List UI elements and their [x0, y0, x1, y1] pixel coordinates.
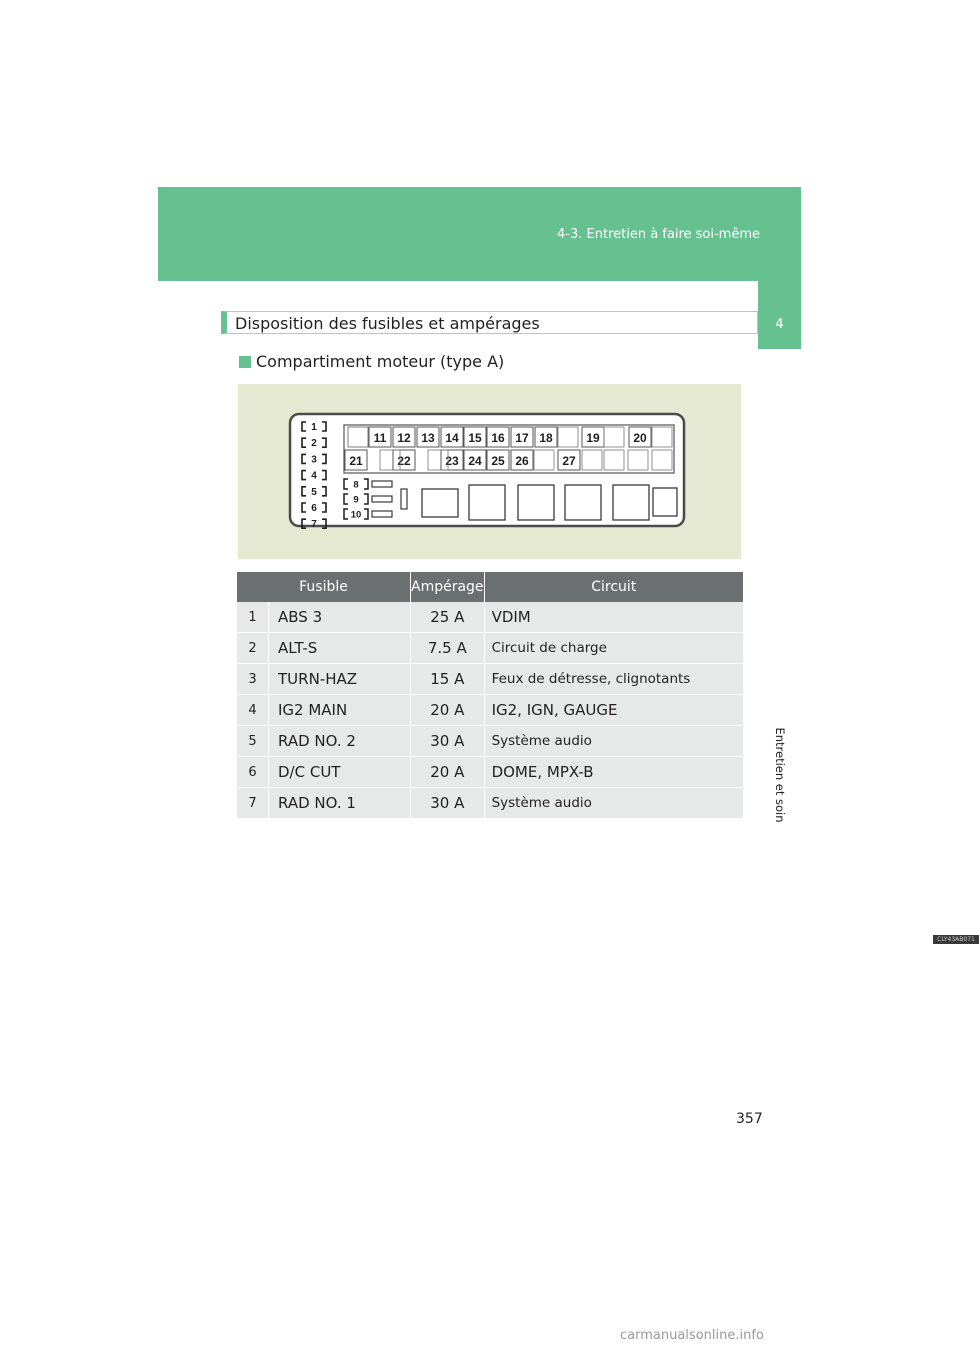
section-title: Disposition des fusibles et ampérages — [235, 314, 540, 333]
fuse-circuit: Circuit de charge — [484, 633, 743, 664]
fuse-amperage: 7.5 A — [411, 633, 485, 664]
fuse-amperage: 15 A — [411, 664, 485, 695]
fuse-box-illustration — [238, 384, 741, 559]
fuse-name: ABS 3 — [269, 602, 411, 633]
fuse-amperage: 30 A — [411, 726, 485, 757]
table-row — [237, 757, 743, 788]
fuse-name: RAD NO. 1 — [269, 788, 411, 819]
fuse-label: 20 — [633, 431, 647, 445]
chapter-label — [771, 720, 789, 830]
section-title-box — [221, 311, 758, 334]
fuse-label: 22 — [397, 454, 411, 468]
fuse-circuit: Système audio — [484, 726, 743, 757]
header-fuse: Fusible — [237, 572, 411, 602]
fuse-number: 4 — [237, 695, 269, 726]
fuse-label: 23 — [445, 454, 459, 468]
chapter-number: 4 — [775, 317, 784, 332]
fuse-label: 13 — [421, 431, 435, 445]
fuse-label: 11 — [373, 431, 387, 445]
table-row — [237, 726, 743, 757]
fuse-amperage: 20 A — [411, 757, 485, 788]
fuse-circuit: VDIM — [484, 602, 743, 633]
fuse-circuit: DOME, MPX-B — [484, 757, 743, 788]
fuse-circuit: Feux de détresse, clignotants — [484, 664, 743, 695]
fuse-table — [237, 572, 743, 819]
fuse-label: 7 — [311, 519, 317, 531]
fuse-label: 4 — [311, 470, 317, 482]
fuse-number: 5 — [237, 726, 269, 757]
fuse-label: 5 — [311, 486, 317, 498]
fuse-label: 6 — [311, 503, 317, 514]
fuse-name: IG2 MAIN — [269, 695, 411, 726]
square-bullet-icon — [239, 356, 251, 368]
header-band — [158, 187, 801, 281]
fuse-circuit: IG2, IGN, GAUGE — [484, 695, 743, 726]
subsection-heading — [239, 352, 504, 371]
fuse-name: TURN-HAZ — [269, 664, 411, 695]
fuse-amperage: 25 A — [411, 602, 485, 633]
fuse-label: 18 — [539, 431, 553, 445]
fuse-label: 25 — [491, 454, 505, 468]
fuse-label: 10 — [350, 509, 362, 521]
fuse-label: 19 — [586, 431, 600, 445]
fuse-name: ALT-S — [269, 633, 411, 664]
footer-watermark: carmanualsonline.info — [620, 1328, 764, 1343]
table-row — [237, 664, 743, 695]
fuse-number: 2 — [237, 633, 269, 664]
subsection-title: Compartiment moteur (type A) — [256, 352, 505, 371]
fuse-amperage: 30 A — [411, 788, 485, 819]
table-row — [237, 788, 743, 819]
table-header-row — [237, 572, 743, 602]
fuse-label: 27 — [562, 454, 576, 468]
fuse-number: 7 — [237, 788, 269, 819]
fuse-label: 14 — [445, 431, 459, 445]
fuse-name: RAD NO. 2 — [269, 726, 411, 757]
fuse-number: 6 — [237, 757, 269, 788]
header-amperage: Ampérage — [411, 572, 485, 602]
fuse-number: 3 — [237, 664, 269, 695]
fuse-label: 8 — [353, 479, 359, 491]
chapter-tab — [758, 281, 801, 349]
chapter-label-text: Entretien et soin — [773, 727, 787, 823]
section-breadcrumb: 4-3. Entretien à faire soi-même — [557, 227, 760, 242]
table-row — [237, 633, 743, 664]
fuse-label: 9 — [353, 494, 359, 506]
fuse-label: 12 — [397, 431, 411, 445]
fuse-circuit: Système audio — [484, 788, 743, 819]
fuse-amperage: 20 A — [411, 695, 485, 726]
fuse-name: D/C CUT — [269, 757, 411, 788]
fuse-label: 16 — [491, 431, 505, 445]
fuse-label: 26 — [515, 454, 529, 468]
fuse-label: 3 — [311, 454, 317, 466]
diagram-code: CLY43AB071 — [933, 935, 979, 944]
fuse-label: 15 — [468, 431, 482, 445]
fuse-label: 2 — [311, 438, 317, 450]
fuse-label: 21 — [349, 454, 363, 468]
table-row — [237, 695, 743, 726]
header-circuit: Circuit — [484, 572, 743, 602]
fuse-number: 1 — [237, 602, 269, 633]
fuse-label: 24 — [468, 454, 482, 468]
fuse-label: 17 — [515, 431, 529, 445]
table-row — [237, 602, 743, 633]
page-number: 357 — [736, 1111, 763, 1127]
fuse-label: 1 — [311, 422, 317, 433]
